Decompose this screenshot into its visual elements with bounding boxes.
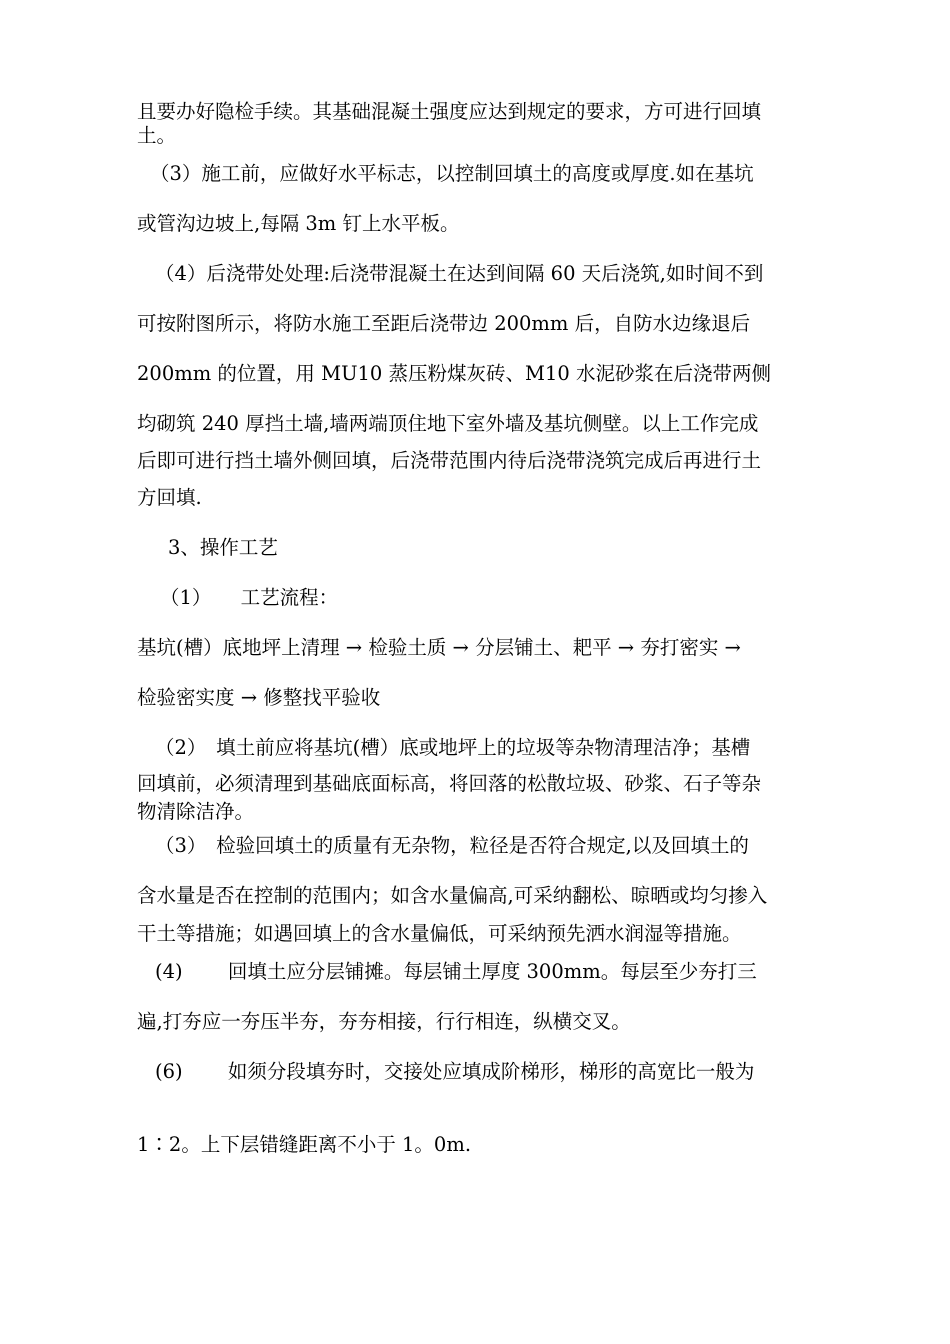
text-line: 后即可进行挡土墙外侧回填，后浇带范围内待后浇带浇筑完成后再进行土 — [137, 449, 762, 472]
text-line: 且要办好隐检手续。其基础混凝土强度应达到规定的要求，方可进行回填 — [137, 100, 762, 123]
text-line: 回填前，必须清理到基础底面标高，将回落的松散垃圾、砂浆、石子等杂 — [137, 772, 762, 795]
text-line: 物清除洁净。 — [137, 800, 255, 823]
text-line: 干土等措施；如遇回填上的含水量偏低，可采纳预先洒水润湿等措施。 — [137, 922, 742, 945]
section-heading: 3、操作工艺 — [168, 536, 278, 559]
text-line: 或管沟边坡上,每隔 3m 钉上水平板。 — [137, 212, 460, 235]
text-line: （3）施工前，应做好水平标志，以控制回填土的高度或厚度.如在基坑 — [150, 162, 754, 185]
process-flow: 基坑(槽）底地坪上清理 → 检验土质 → 分层铺土、耙平 → 夯打密实 → — [137, 636, 741, 659]
text-line: 均砌筑 240 厚挡土墙,墙两端顶住地下室外墙及基坑侧壁。以上工作完成 — [137, 412, 759, 435]
text-line: 200mm 的位置，用 MU10 蒸压粉煤灰砖、M10 水泥砂浆在后浇带两侧 — [137, 362, 771, 385]
text-line: 可按附图所示，将防水施工至距后浇带边 200mm 后，自防水边缘退后 — [137, 312, 751, 335]
process-flow: 检验密实度 → 修整找平验收 — [137, 686, 381, 709]
text-line: （4）后浇带处处理:后浇带混凝土在达到间隔 60 天后浇筑,如时间不到 — [155, 262, 764, 285]
text-line: （3） 检验回填土的质量有无杂物，粒径是否符合规定,以及回填土的 — [155, 834, 749, 857]
text-line: 含水量是否在控制的范围内；如含水量偏高,可采纳翻松、晾晒或均匀掺入 — [137, 884, 768, 907]
text-line: 1∶2。上下层错缝距离不小于 1。0m. — [137, 1133, 472, 1156]
text-line: 土。 — [137, 124, 177, 147]
text-line: 遍,打夯应一夯压半夯，夯夯相接，行行相连，纵横交叉。 — [137, 1010, 631, 1033]
text-line: (6) 如须分段填夯时，交接处应填成阶梯形，梯形的高宽比一般为 — [155, 1060, 755, 1083]
text-line: （2） 填土前应将基坑(槽）底或地坪上的垃圾等杂物清理洁净；基槽 — [155, 736, 751, 759]
text-line: （1） 工艺流程： — [160, 586, 339, 609]
text-line: 方回填. — [137, 486, 202, 509]
text-line: (4) 回填土应分层铺摊。每层铺土厚度 300mm。每层至少夯打三 — [155, 960, 757, 983]
